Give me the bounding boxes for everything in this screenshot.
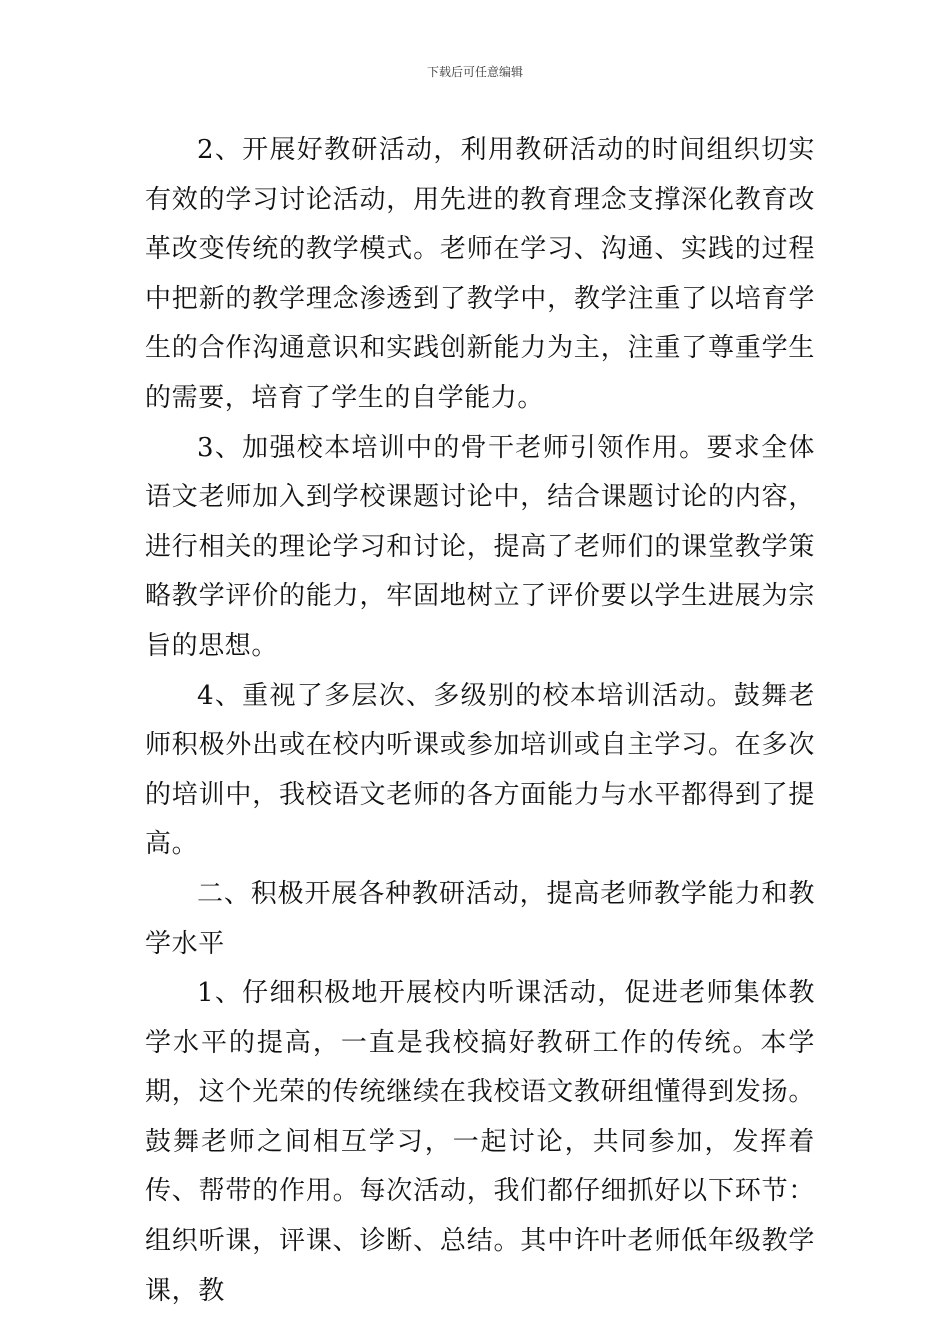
paragraph-item-4: 4、重视了多层次、多级别的校本培训活动。鼓舞老师积极外出或在校内听课或参加培训或自主学习。在多次的培训中，我校语文老师的各方面能力与水平都得到了提高。 bbox=[145, 680, 815, 860]
document-body bbox=[145, 126, 815, 1316]
section-heading-2: 二、积极开展各种教研活动，提高老师教学能力和教学水平 bbox=[145, 878, 815, 959]
paragraph-item-1: 1、仔细积极地开展校内听课活动，促进老师集体教学水平的提高，一直是我校搞好教研工作的传统。本学期，这个光荣的传统继续在我校语文教研组懂得到发扬。鼓舞老师之间相互学习，一起讨论，共同参加，发挥着传、帮带的作用。每次活动，我们都仔细抓好以下环节：组织听课，评课、诊断、总结。其中许叶老师低年级教学课，教 bbox=[145, 978, 815, 1306]
header-note: 下载后可任意编辑 bbox=[426, 65, 523, 79]
paragraph-item-3: 3、加强校本培训中的骨干老师引领作用。要求全体语文老师加入到学校课题讨论中，结合课题讨论的内容，进行相关的理论学习和讨论，提高了老师们的课堂教学策略教学评价的能力，牢固地树立了评价要以学生进展为宗旨的思想。 bbox=[145, 432, 815, 661]
paragraph-item-2: 2、开展好教研活动，利用教研活动的时间组织切实有效的学习讨论活动，用先进的教育理念支撑深化教育改革改变传统的教学模式。老师在学习、沟通、实践的过程中把新的教学理念渗透到了教学中，教学注重了以培育学生的合作沟通意识和实践创新能力为主，注重了尊重学生的需要，培育了学生的自学能力。 bbox=[145, 135, 815, 413]
